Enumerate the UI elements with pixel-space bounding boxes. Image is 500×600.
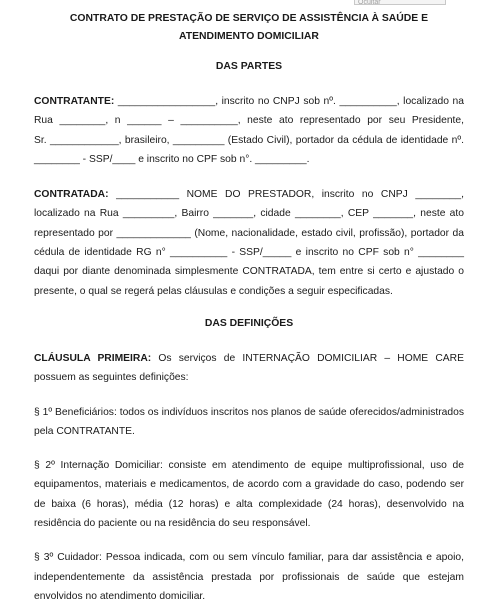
contratante-line-2: Rua ________, n ______ – __________, neste ato representado por seu Presidente, <box>34 115 464 127</box>
paragrafo-2-line-3: de baixa (6 horas), média (12 horas) e alta complexidade (24 horas), desenvolvido na <box>34 498 464 510</box>
clausula-primeira-line-1 <box>34 349 464 368</box>
paragrafo-3-line-3: envolvidos no atendimento domiciliar. <box>34 590 206 600</box>
paragrafo-1 <box>34 403 464 442</box>
contratada-label: CONTRATADA: <box>34 189 109 201</box>
contratada-line-1-text: ___________ NOME DO PRESTADOR, inscrito no CNPJ ________, <box>108 189 464 201</box>
contratada-line-5: daqui por diante denominada simplesmente CONTRATADA, tem entre si certo e ajustado o <box>34 266 464 278</box>
contratante-line-1 <box>34 92 464 111</box>
paragrafo-2 <box>34 456 464 533</box>
top-input-field[interactable]: Ocultar <box>354 0 446 5</box>
paragrafo-3 <box>34 548 464 600</box>
contratada-paragraph <box>34 185 464 301</box>
clausula-primeira-label: CLÁUSULA PRIMEIRA: <box>34 352 152 364</box>
contratada-line-2: localizado na Rua _________, Bairro _______, cidade ________, CEP _______, neste ato <box>34 208 464 220</box>
paragrafo-1-line-2: pela CONTRATANTE. <box>34 425 135 437</box>
contratante-line-3: Sr. ____________, brasileiro, _________ (Estado Civil), portador da cédula de identidade nº. <box>34 134 464 146</box>
contratada-line-6: presente, o qual se regerá pelas cláusulas e condições a seguir especificadas. <box>34 285 393 297</box>
paragrafo-2-line-2: equipamentos, materiais e medicamentos, de acordo com a gravidade do caso, podendo ser <box>34 479 464 491</box>
section-heading-partes: DAS PARTES <box>215 61 283 72</box>
paragrafo-1-line-1: § 1º Beneficiários: todos os indivíduos inscritos nos planos de saúde oferecidos/administrados <box>34 406 464 418</box>
clausula-primeira-paragraph <box>34 349 464 388</box>
contratada-line-4: cédula de identidade RG n° __________ - SSP/_____ e inscrito no CPF sob n° ________ <box>34 247 464 259</box>
clausula-primeira-line-1-text: Os serviços de INTERNAÇÃO DOMICILIAR – HOME CARE <box>151 352 464 364</box>
clausula-primeira-line-2: possuem as seguintes definições: <box>34 372 189 384</box>
contratante-label: CONTRATANTE: <box>34 96 115 107</box>
paragrafo-2-line-1: § 2º Internação Domiciliar: consiste em atendimento de equipe multiprofissional, uso de <box>34 460 464 472</box>
paragrafo-3-line-1: § 3º Cuidador: Pessoa indicada, com ou sem vínculo familiar, para dar assistência e apoio, <box>34 552 464 564</box>
document-title-line-1: CONTRATO DE PRESTAÇÃO DE SERVIÇO DE ASSISTÊNCIA À SAÚDE E <box>69 13 429 24</box>
paragrafo-3-line-2: independentemente da assistência prestada por profissionais de saúde que estejam <box>34 571 464 583</box>
contratante-paragraph <box>34 92 464 169</box>
contratante-line-1-text: _________________, inscrito no CNPJ sob nº. __________, localizado na <box>114 96 464 107</box>
contratante-line-4: ________ - SSP/____ e inscrito no CPF sob n°. _________. <box>34 153 310 165</box>
paragrafo-2-line-4: residência do paciente ou na residência do seu responsável. <box>34 518 311 530</box>
document-title-line-2: ATENDIMENTO DOMICILIAR <box>179 31 319 42</box>
contratada-line-3: representado por _____________ (Nome, nacionalidade, estado civil, profissão), portador da <box>34 227 464 239</box>
section-heading-definicoes: DAS DEFINIÇÕES <box>204 317 294 329</box>
contratada-line-1 <box>34 185 464 204</box>
document-title <box>34 10 464 46</box>
document-page <box>34 10 464 600</box>
